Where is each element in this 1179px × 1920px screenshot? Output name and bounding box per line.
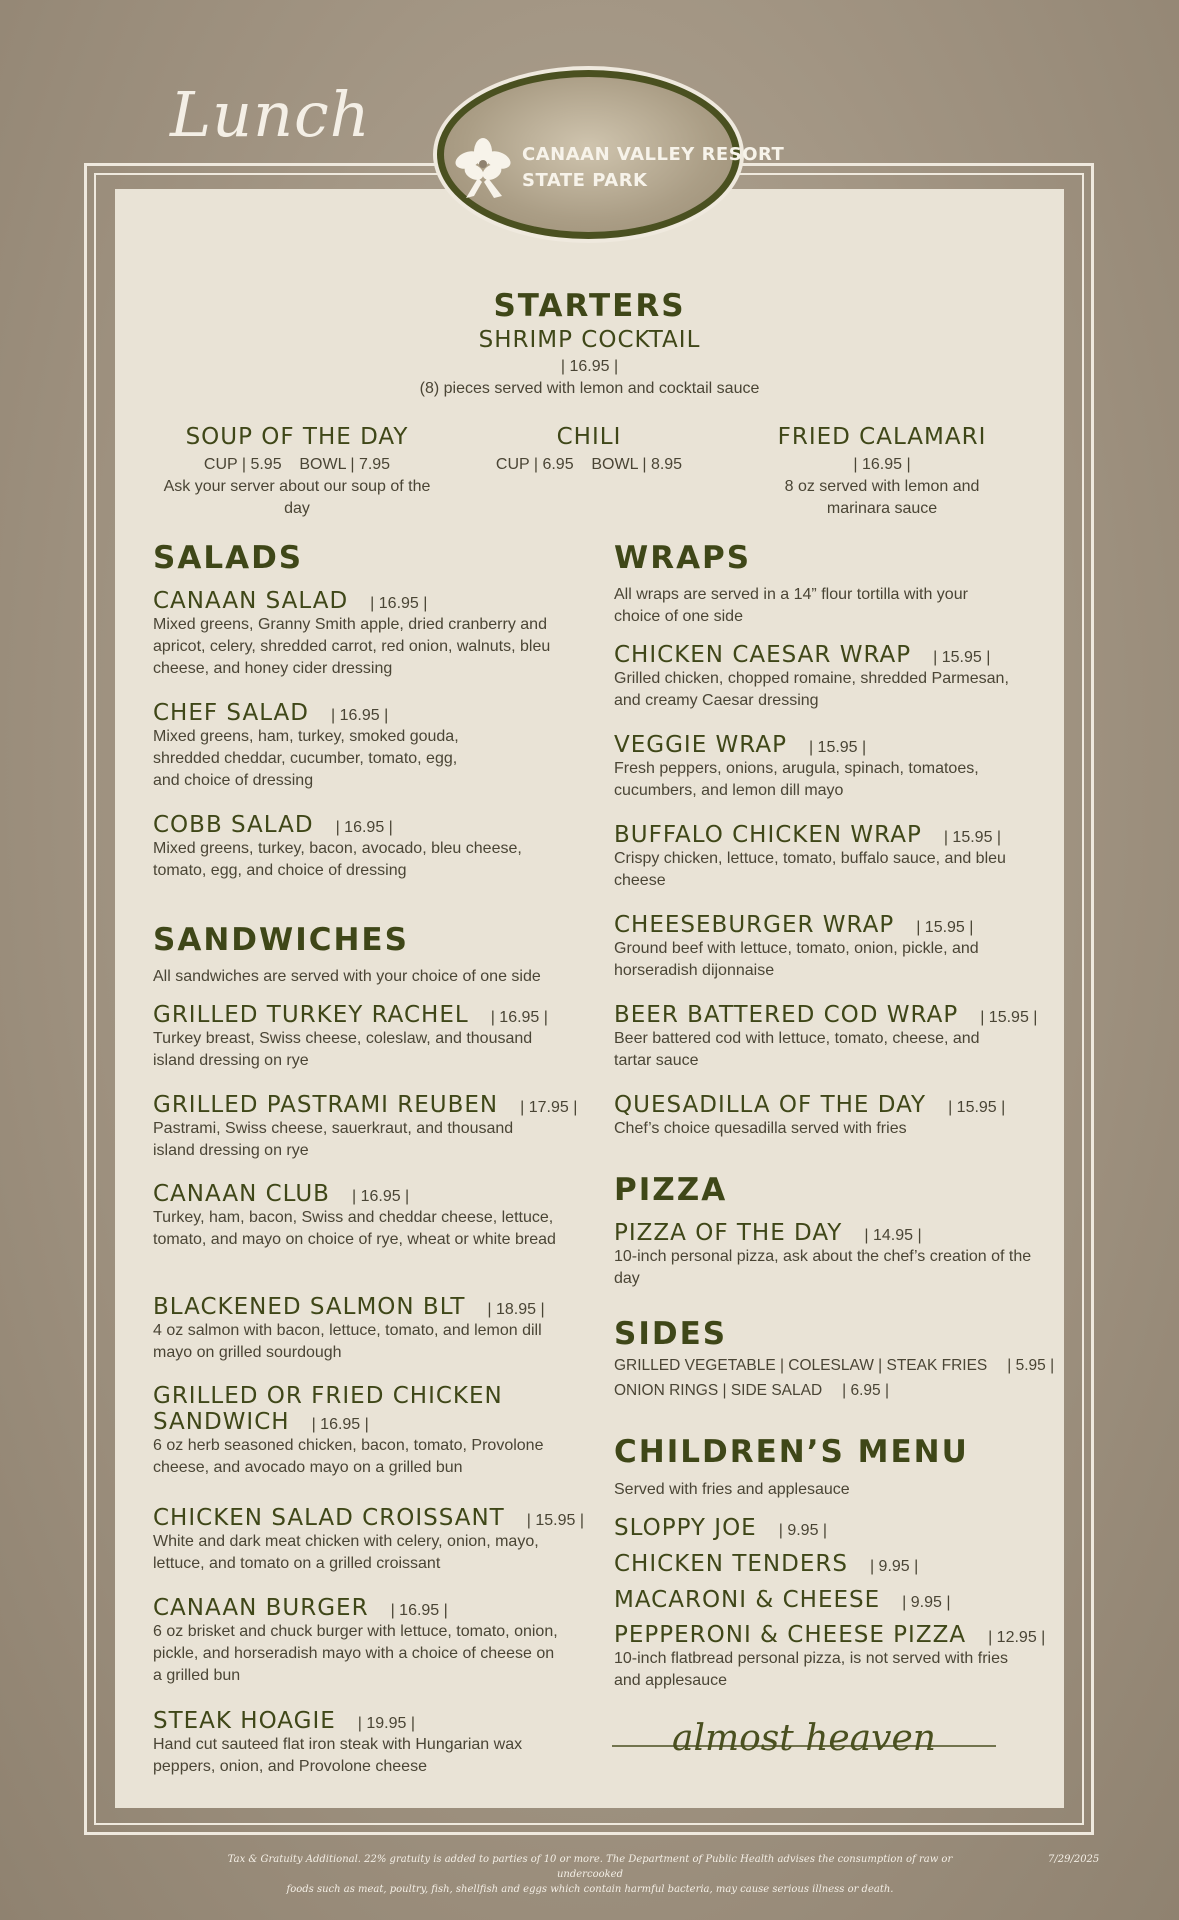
menu-item	[153, 1505, 584, 1575]
item-price: | 16.95 |	[490, 1009, 548, 1026]
disclaimer-line1: Tax & Gratuity Additional. 22% gratuity is added to parties of 10 or more. The Department of Public Health advises the consumption of raw or undercooked	[227, 1854, 953, 1880]
chili-name: CHILI	[556, 424, 622, 450]
item-price: | 16.95 |	[335, 819, 393, 836]
menu-item	[153, 1708, 563, 1778]
item-name: CHICKEN SALAD CROISSANT	[153, 1505, 505, 1531]
menu-item	[614, 1220, 1034, 1290]
item-name: GRILLED OR FRIED CHICKEN	[153, 1383, 503, 1409]
item-desc: Fresh peppers, onions, arugula, spinach, tomatoes, cucumbers, and lemon dill mayo	[614, 760, 979, 799]
item-price: | 16.95 |	[390, 1602, 448, 1619]
item-name: CHICKEN CAESAR WRAP	[614, 642, 912, 668]
item-desc: 6 oz herb seasoned chicken, bacon, tomato, Provolone cheese, and avocado mayo on a grilled bun	[153, 1437, 544, 1476]
sides-line2-items: ONION RINGS | SIDE SALAD	[614, 1382, 823, 1399]
resort-name	[522, 142, 784, 194]
menu-item	[614, 912, 1014, 982]
disclaimer-line2: foods such as meat, poultry, fish, shellfish and eggs which contain harmful bacteria, may cause serious illness or death.	[286, 1884, 894, 1895]
menu-item	[153, 1181, 563, 1251]
menu-item	[614, 1587, 951, 1613]
menu-item	[153, 1002, 563, 1072]
menu-item	[614, 1002, 1038, 1072]
sides-line2-price: | 6.95 |	[842, 1382, 889, 1399]
item-name: CHICKEN TENDERS	[614, 1551, 848, 1577]
item-desc: Mixed greens, Granny Smith apple, dried cranberry and apricot, celery, shredded carrot, red onion, walnuts, bleu cheese, and honey cider dressing	[153, 616, 551, 677]
pizza-heading: PIZZA	[614, 1172, 728, 1208]
item-desc: Pastrami, Swiss cheese, sauerkraut, and thousand island dressing on rye	[153, 1120, 514, 1159]
item-desc: Chef’s choice quesadilla served with fries	[614, 1120, 907, 1137]
item-price: | 19.95 |	[357, 1715, 416, 1732]
sandwiches-heading: SANDWICHES	[153, 922, 409, 958]
shrimp-cocktail-name: SHRIMP COCKTAIL	[478, 327, 701, 353]
menu-item	[153, 700, 553, 792]
item-price: | 15.95 |	[933, 649, 991, 666]
item-name: COBB SALAD	[153, 812, 314, 838]
calamari-desc: 8 oz served with lemon and marinara sauce	[784, 478, 980, 517]
menu-item	[614, 1092, 1014, 1140]
item-price: | 16.95 |	[311, 1416, 369, 1433]
menu-item	[153, 588, 553, 680]
soup-price: CUP | 5.95 BOWL | 7.95	[203, 456, 391, 473]
item-price: | 15.95 |	[526, 1512, 584, 1529]
shrimp-cocktail-desc: (8) pieces served with lemon and cocktail sauce	[419, 380, 760, 397]
item-desc: Beer battered cod with lettuce, tomato, cheese, and tartar sauce	[614, 1030, 980, 1069]
item-desc: Mixed greens, ham, turkey, smoked gouda, shredded cheddar, cucumber, tomato, egg, and choice of dressing	[153, 728, 459, 789]
item-price: | 15.95 |	[948, 1099, 1006, 1116]
calamari-name: FRIED CALAMARI	[777, 424, 987, 450]
sides-line1	[614, 1355, 1054, 1377]
sides-line1-price: | 5.95 |	[1007, 1357, 1055, 1374]
item-name: CHEF SALAD	[153, 700, 309, 726]
menu-item	[614, 1551, 918, 1577]
item-desc: Mixed greens, turkey, bacon, avocado, bleu cheese, tomato, egg, and choice of dressing	[153, 840, 522, 879]
calamari-price: | 16.95 |	[853, 456, 911, 473]
item-price: | 16.95 |	[330, 707, 389, 724]
item-price: | 15.95 |	[808, 739, 867, 756]
signature-text: almost heaven	[672, 1718, 936, 1759]
menu-item	[153, 1092, 578, 1162]
item-name: SLOPPY JOE	[614, 1515, 757, 1541]
sandwiches-note: All sandwiches are served with your choice of one side	[153, 968, 541, 985]
item-desc: Turkey breast, Swiss cheese, coleslaw, and thousand island dressing on rye	[153, 1030, 533, 1069]
item-name: STEAK HOAGIE	[153, 1708, 336, 1734]
item-price: | 16.95 |	[351, 1188, 410, 1205]
lunch-script-title: Lunch	[170, 78, 371, 151]
item-name: VEGGIE WRAP	[614, 732, 787, 758]
shrimp-cocktail-price: | 16.95 |	[560, 358, 619, 375]
item-price: | 9.95 |	[869, 1558, 919, 1575]
item-desc: 10-inch personal pizza, ask about the chef’s creation of the day	[614, 1248, 1032, 1287]
item-name: PEPPERONI & CHEESE PIZZA	[614, 1622, 967, 1648]
item-name: GRILLED PASTRAMI REUBEN	[153, 1092, 499, 1118]
item-name: CANAAN CLUB	[153, 1181, 330, 1207]
childrens-note: Served with fries and applesauce	[614, 1481, 850, 1498]
item-price: | 16.95 |	[370, 595, 428, 612]
item-name: CANAAN SALAD	[153, 588, 349, 614]
salads-heading: SALADS	[153, 540, 304, 576]
resort-name-line2: STATE PARK	[522, 170, 648, 191]
item-name: CHEESEBURGER WRAP	[614, 912, 895, 938]
disclaimer	[200, 1852, 980, 1897]
item-price: | 9.95 |	[902, 1594, 951, 1611]
menu-item	[614, 642, 1034, 712]
item-name: GRILLED TURKEY RACHEL	[153, 1002, 469, 1028]
menu-item	[614, 1622, 1046, 1692]
item-price: | 17.95 |	[520, 1099, 578, 1116]
item-desc: White and dark meat chicken with celery, onion, mayo, lettuce, and tomato on a grilled croissant	[153, 1533, 539, 1572]
item-price: | 12.95 |	[988, 1629, 1046, 1646]
item-price: | 15.95 |	[916, 919, 974, 936]
resort-name-line1: CANAAN VALLEY RESORT	[522, 144, 785, 165]
item-desc: 10-inch flatbread personal pizza, is not served with fries and applesauce	[614, 1650, 1008, 1689]
item-price: | 15.95 |	[980, 1009, 1038, 1026]
menu-item	[153, 1383, 563, 1479]
item-name: PIZZA OF THE DAY	[614, 1220, 843, 1246]
soup-desc: Ask your server about our soup of the day	[163, 478, 431, 517]
item-desc: 4 oz salmon with bacon, lettuce, tomato, and lemon dill mayo on grilled sourdough	[153, 1322, 542, 1361]
menu-item	[614, 1515, 827, 1541]
wraps-heading: WRAPS	[614, 540, 752, 576]
item-price: | 14.95 |	[864, 1227, 922, 1244]
item-desc: Crispy chicken, lettuce, tomato, buffalo sauce, and bleu cheese	[614, 850, 1006, 889]
item-desc: Turkey, ham, bacon, Swiss and cheddar cheese, lettuce, tomato, and mayo on choice of rye, wheat or white bread	[153, 1209, 556, 1248]
item-name-line2: SANDWICH	[153, 1409, 290, 1435]
menu-item	[614, 732, 1014, 802]
menu-item	[153, 1595, 563, 1687]
item-desc: 6 oz brisket and chuck burger with lettuce, tomato, onion, pickle, and horseradish mayo with a choice of cheese on a grilled bun	[153, 1623, 558, 1684]
sides-heading: SIDES	[614, 1316, 728, 1352]
menu-item	[153, 812, 553, 882]
childrens-menu-heading: CHILDREN’S MENU	[614, 1434, 969, 1470]
menu-date: 7/29/2025	[1048, 1854, 1100, 1865]
sides-line2	[614, 1380, 889, 1402]
flower-icon	[448, 130, 518, 202]
item-name: BUFFALO CHICKEN WRAP	[614, 822, 922, 848]
item-desc: Grilled chicken, chopped romaine, shredded Parmesan, and creamy Caesar dressing	[614, 670, 1009, 709]
item-name: BLACKENED SALMON BLT	[153, 1294, 466, 1320]
item-price: | 9.95 |	[778, 1522, 828, 1539]
soup-name: SOUP OF THE DAY	[185, 424, 409, 450]
item-price: | 18.95 |	[487, 1301, 545, 1318]
sides-line1-items: GRILLED VEGETABLE | COLESLAW | STEAK FRIES	[614, 1357, 988, 1374]
item-desc: Hand cut sauteed flat iron steak with Hungarian wax peppers, onion, and Provolone cheese	[153, 1736, 523, 1775]
starters-heading: STARTERS	[493, 288, 686, 324]
wraps-note: All wraps are served in a 14” flour tortilla with your choice of one side	[614, 586, 968, 625]
item-name: CANAAN BURGER	[153, 1595, 369, 1621]
item-name: QUESADILLA OF THE DAY	[614, 1092, 927, 1118]
chili-price: CUP | 6.95 BOWL | 8.95	[495, 456, 683, 473]
menu-item	[153, 1294, 558, 1364]
item-price: | 15.95 |	[943, 829, 1002, 846]
item-name: MACARONI & CHEESE	[614, 1587, 881, 1613]
item-name: BEER BATTERED COD WRAP	[614, 1002, 959, 1028]
almost-heaven-signature	[612, 1712, 996, 1772]
menu-item	[614, 822, 1034, 892]
item-desc: Ground beef with lettuce, tomato, onion, pickle, and horseradish dijonnaise	[614, 940, 979, 979]
